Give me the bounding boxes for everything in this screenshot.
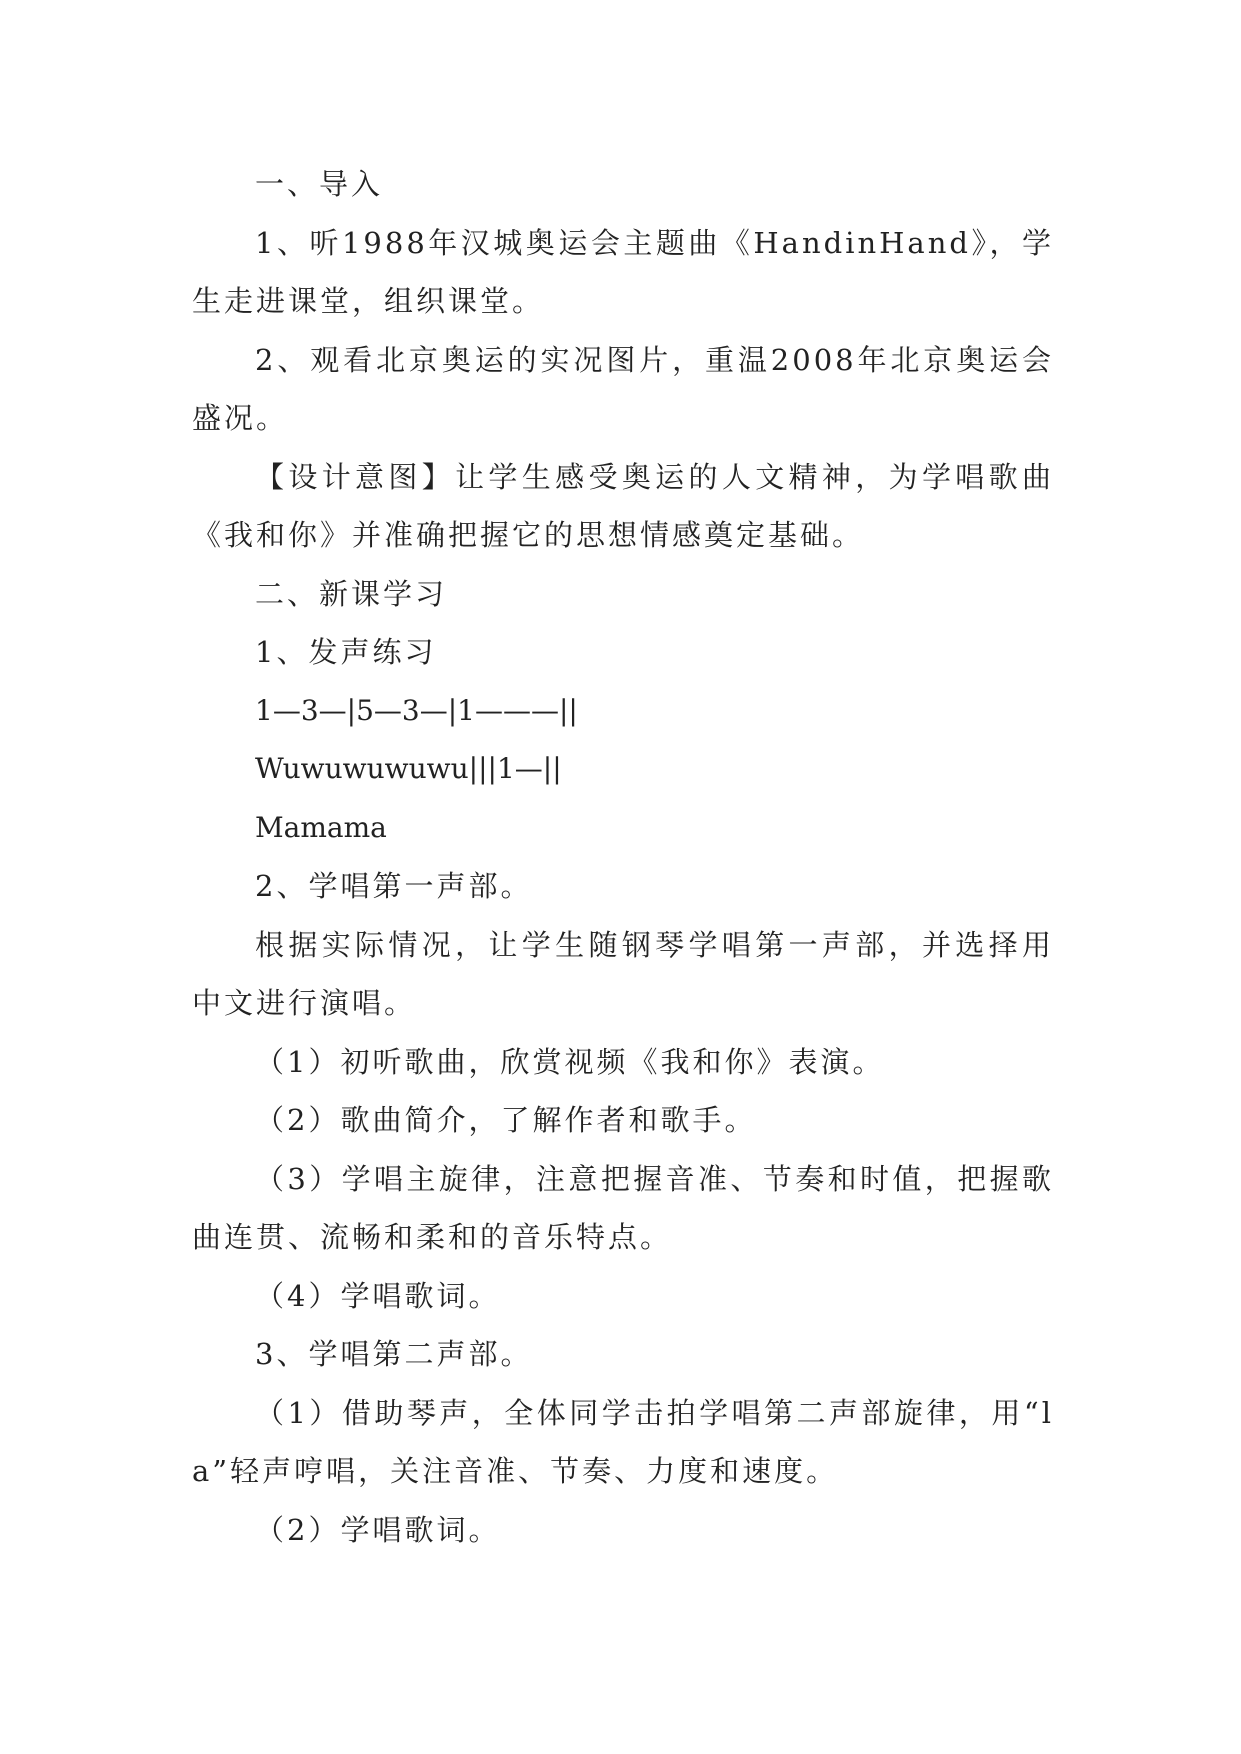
section-heading-new-lesson: 二、新课学习 xyxy=(255,576,448,611)
list-item-song-intro: （2）歌曲简介，了解作者和歌手。 xyxy=(255,1103,757,1137)
paragraph-piano-practice: 根据实际情况，让学生随钢琴学唱第一声部，并选择用中文进行演唱。 xyxy=(192,927,1054,1020)
notation-line-3: Mamama xyxy=(255,810,387,844)
paragraph-watch-photos: 2、观看北京奥运的实况图片，重温2008年北京奥运会盛况。 xyxy=(192,342,1054,435)
list-item-first-listen: （1）初听歌曲，欣赏视频《我和你》表演。 xyxy=(255,1044,885,1079)
list-item-lyrics: （4）学唱歌词。 xyxy=(255,1278,501,1313)
document-body xyxy=(192,155,1054,1559)
notation-line-2: Wuwuwuwuwu|||1—|| xyxy=(255,752,562,785)
section-heading-intro: 一、导入 xyxy=(255,167,384,201)
list-item-second-lyrics: （2）学唱歌词。 xyxy=(255,1512,501,1547)
notation-line-1: 1—3—|5—3—|1———|| xyxy=(255,693,578,727)
paragraph-second-part: 3、学唱第二声部。 xyxy=(255,1337,533,1371)
paragraph-first-part: 2、学唱第一声部。 xyxy=(255,869,533,903)
paragraph-design-intent: 【设计意图】让学生感受奥运的人文精神，为学唱歌曲《我和你》并准确把握它的思想情感奠定基础。 xyxy=(192,459,1054,552)
list-item-piano-accompaniment: （1）借助琴声，全体同学击拍学唱第二声部旋律，用“la”轻声哼唱，关注音准、节奏、力度和速度。 xyxy=(192,1395,1054,1488)
list-item-main-melody: （3）学唱主旋律，注意把握音准、节奏和时值，把握歌曲连贯、流畅和柔和的音乐特点。 xyxy=(192,1161,1054,1254)
paragraph-listen-song: 1、听1988年汉城奥运会主题曲《HandinHand》，学生走进课堂，组织课堂。 xyxy=(192,225,1054,318)
paragraph-vocal-exercise: 1、发声练习 xyxy=(255,635,437,669)
